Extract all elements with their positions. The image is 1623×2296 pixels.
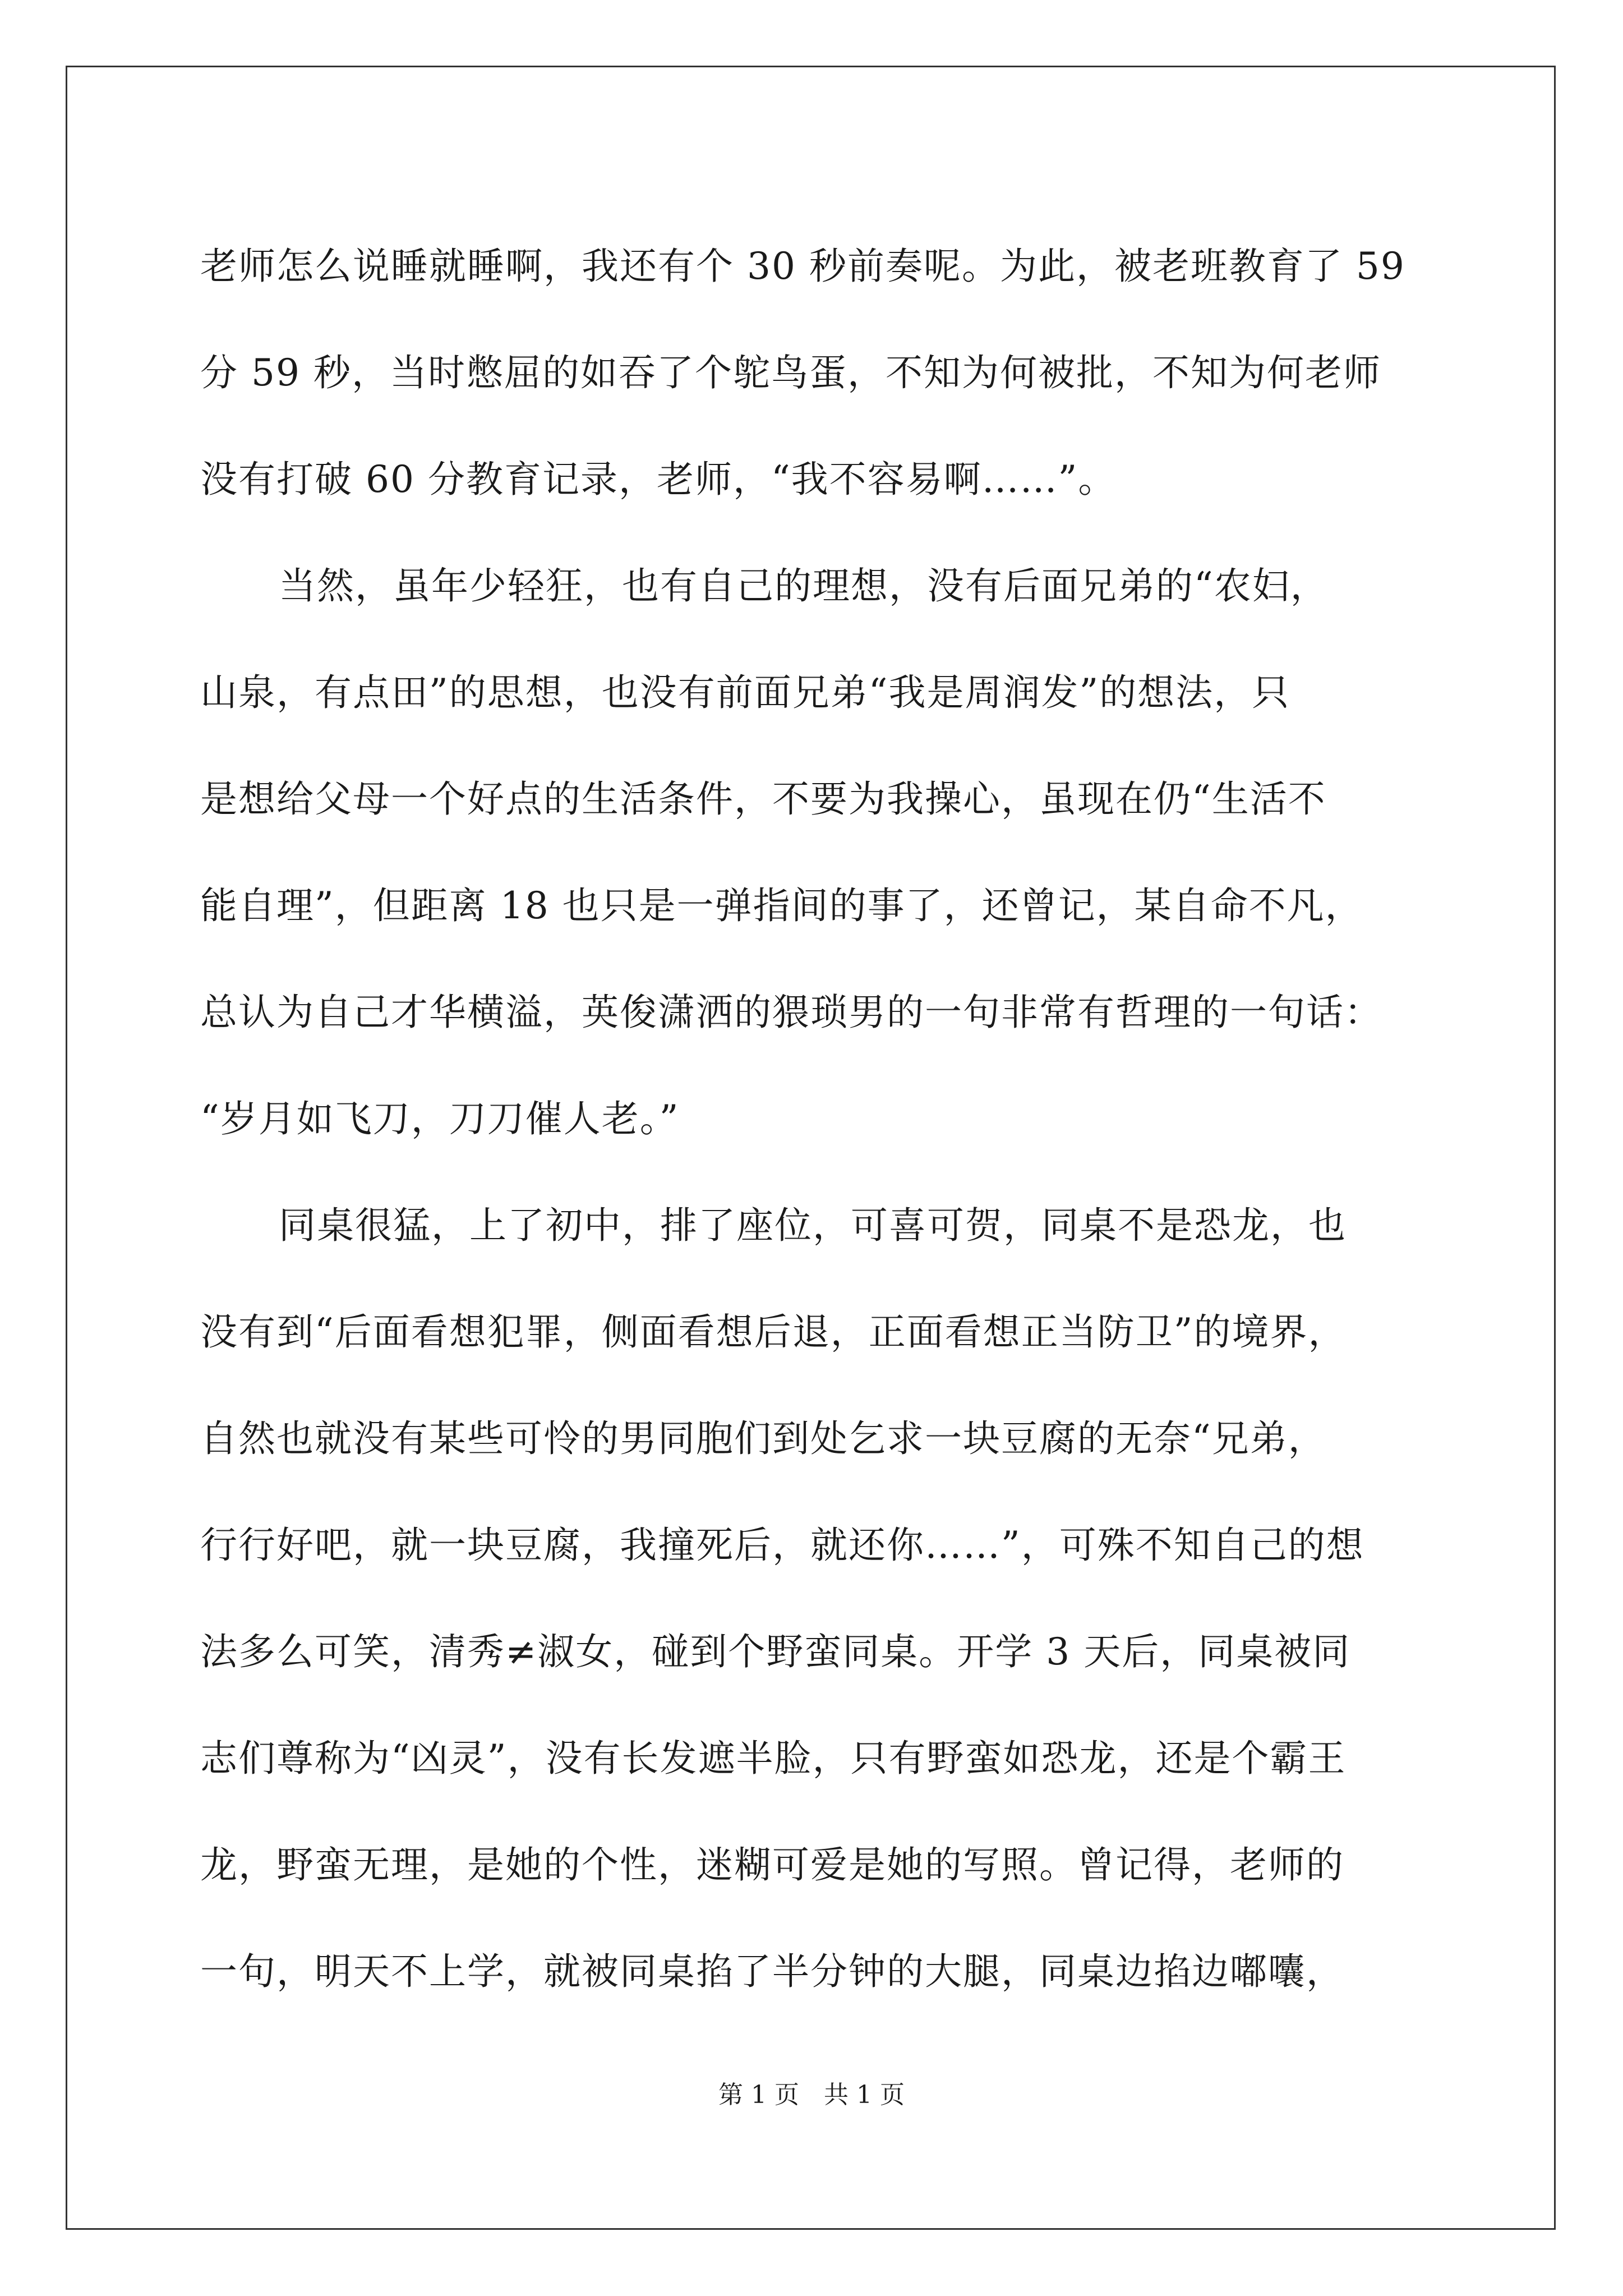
- text-line: 是想给父母一个好点的生活条件，不要为我操心，虽现在仍“生活不: [200, 777, 1326, 821]
- text-line: 老师怎么说睡就睡啊，我还有个 30 秒前奏呢。为此，被老班教育了 59: [200, 245, 1405, 288]
- page-number-footer: 第 1 页 共 1 页: [718, 2081, 905, 2109]
- text-line: 志们尊称为“凶灵”，没有长发遮半脸，只有野蛮如恐龙，还是个霸王: [200, 1737, 1347, 1780]
- text-line: 分 59 秒，当时憋屈的如吞了个鸵鸟蛋，不知为何被批，不知为何老师: [200, 351, 1381, 394]
- paragraph-start-line: 当然，虽年少轻狂，也有自己的理想，没有后面兄弟的“农妇，: [279, 564, 1329, 608]
- text-line: 法多么可笑，清秀≠淑女，碰到个野蛮同桌。开学 3 天后，同桌被同: [200, 1630, 1351, 1673]
- text-line: 自然也就没有某些可怜的男同胞们到处乞求一块豆腐的无奈“兄弟，: [200, 1417, 1326, 1460]
- document-body: [200, 213, 1434, 2025]
- paragraph-start-line: 同桌很猛，上了初中，排了座位，可喜可贺，同桌不是恐龙，也: [279, 1204, 1347, 1247]
- text-line: “岁月如飞刀，刀刀催人老。”: [200, 1097, 680, 1140]
- text-line: 总认为自己才华横溢，英俊潇洒的猥琐男的一句非常有哲理的一句话：: [200, 991, 1382, 1034]
- text-line: 能自理”，但距离 18 也只是一弹指间的事了，还曾记，某自命不凡，: [200, 884, 1363, 927]
- text-line: 没有到“后面看想犯罪，侧面看想后退，正面看想正当防卫”的境界，: [200, 1310, 1347, 1354]
- text-line: 行行好吧，就一块豆腐，我撞死后，就还你……”，可殊不知自己的想: [200, 1524, 1364, 1567]
- text-line: 一句，明天不上学，就被同桌掐了半分钟的大腿，同桌边掐边嘟囔，: [200, 1950, 1344, 1993]
- text-line: 没有打破 60 分教育记录，老师，“我不容易啊……”。: [200, 458, 1117, 501]
- text-line: 龙，野蛮无理，是她的个性，迷糊可爱是她的写照。曾记得，老师的: [200, 1843, 1344, 1887]
- text-line: 山泉，有点田”的思想，也没有前面兄弟“我是周润发”的想法，只: [200, 671, 1290, 714]
